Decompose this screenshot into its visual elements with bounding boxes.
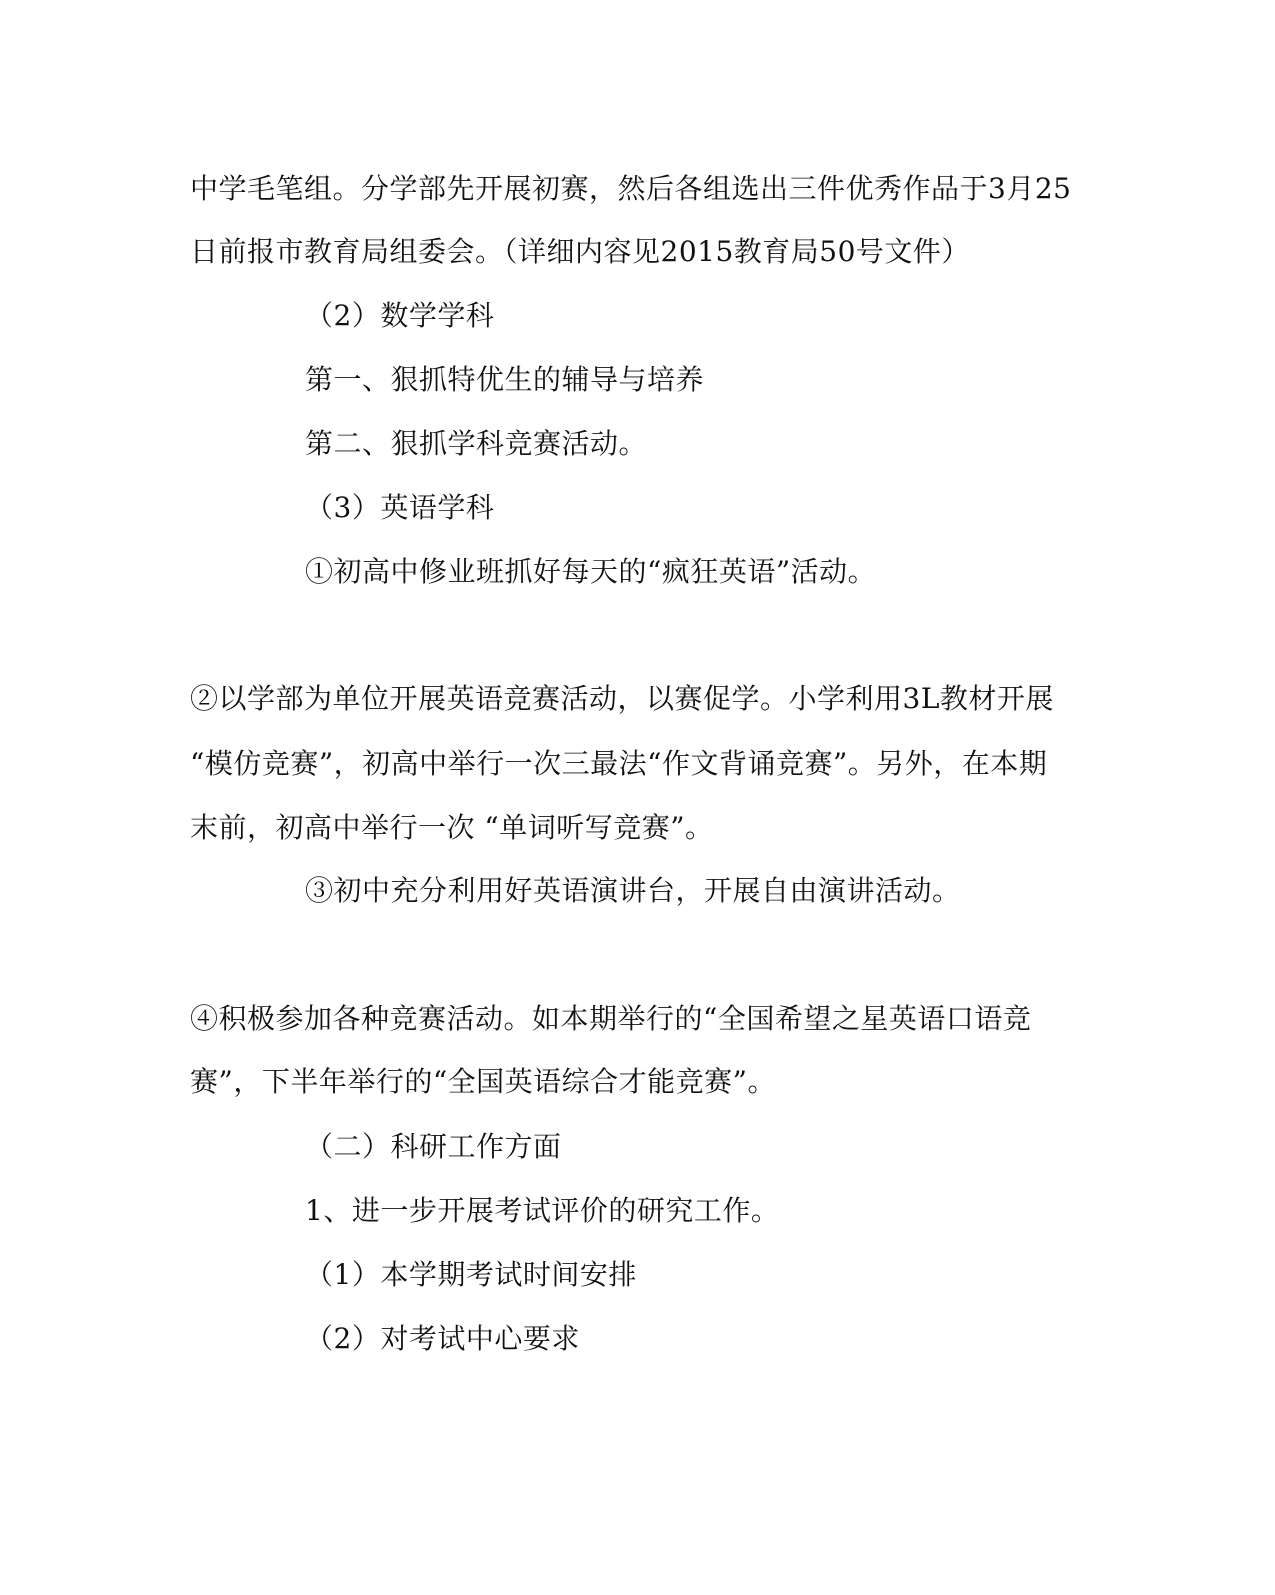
list-item: 第二、狠抓学科竞赛活动。	[305, 427, 648, 460]
list-item: ③初中充分利用好英语演讲台，开展自由演讲活动。	[305, 874, 961, 907]
list-item: ①初高中修业班抓好每天的“疯狂英语”活动。	[305, 555, 877, 588]
list-item: （2）对考试中心要求	[305, 1322, 580, 1355]
paragraph-line: 赛”，下半年举行的“全国英语综合才能竞赛”。	[190, 1065, 776, 1098]
paragraph-line: 日前报市教育局组委会。（详细内容见2015教育局50号文件）	[190, 235, 970, 268]
paragraph-line: ④积极参加各种竞赛活动。如本期举行的“全国希望之星英语口语竞	[190, 1002, 1032, 1035]
section-heading: （3）英语学科	[305, 491, 495, 524]
list-item: （1）本学期考试时间安排	[305, 1258, 637, 1291]
paragraph-line: 中学毛笔组。分学部先开展初赛，然后各组选出三件优秀作品于3月25	[190, 172, 1072, 205]
list-item: 1、进一步开展考试评价的研究工作。	[305, 1194, 780, 1227]
paragraph-line: ②以学部为单位开展英语竞赛活动，以赛促学。小学利用3L教材开展	[190, 682, 1054, 715]
paragraph-line: “模仿竞赛”，初高中举行一次三最法“作文背诵竞赛”。另外，在本期	[190, 747, 1048, 780]
paragraph-line: 末前，初高中举行一次 “单词听写竞赛”。	[190, 811, 714, 844]
list-item: 第一、狠抓特优生的辅导与培养	[305, 363, 705, 396]
section-heading: （2）数学学科	[305, 299, 495, 332]
section-heading: （二）科研工作方面	[305, 1130, 562, 1163]
